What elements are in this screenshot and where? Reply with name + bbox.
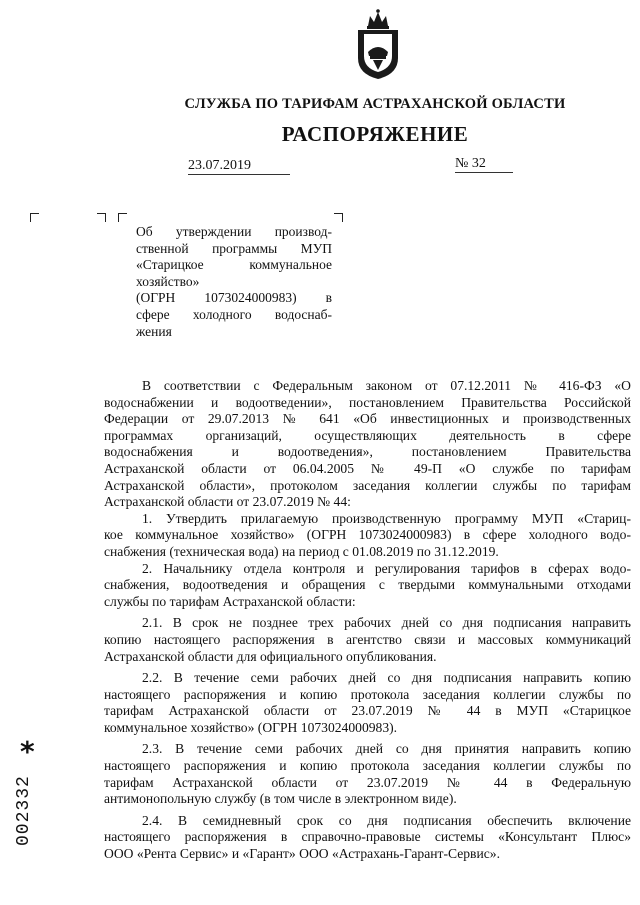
body-line: коммунальное хозяйство» (ОГРН 1073024000983). xyxy=(104,719,398,735)
body-line: кое коммунальное хозяйство» (ОГРН 1073024000983) в сфере холодного водо- xyxy=(104,527,631,543)
body-line: 2.1. В срок не позднее трех рабочих дней со дня подписания направить xyxy=(142,615,631,631)
body-line: Астраханской области для официального опубликования. xyxy=(104,648,437,664)
body-line: снабжения (техническая вода) на период с 01.08.2019 по 31.12.2019. xyxy=(104,543,499,559)
subject-line: ственной программы МУП xyxy=(136,240,332,256)
body-line: настоящего распоряжения и копию протокола заседания коллегии службы по xyxy=(104,686,631,702)
subject-line: (ОГРН 1073024000983) в xyxy=(136,290,332,306)
body-line: В соответствии с Федеральным законом от 07.12.2011 № 416-ФЗ «О xyxy=(142,378,631,393)
document-subject xyxy=(136,224,332,340)
body-line: Федерации от 29.07.2013 № 641 «Об инвестиционных и производственных xyxy=(104,411,631,427)
subject-line: сфере холодного водоснаб- xyxy=(136,306,332,322)
body-line: антимонопольную службу (в том числе в электронном виде). xyxy=(104,791,457,807)
body-line: 2. Начальнику отдела контроля и регулирования тарифов в сферах водо- xyxy=(142,560,631,576)
body-line: службы по тарифам Астраханской области: xyxy=(104,593,356,609)
body-line: водоснабжения и водоотведения», постановлением Правительства xyxy=(104,444,631,460)
organization-name: СЛУЖБА ПО ТАРИФАМ АСТРАХАНСКОЙ ОБЛАСТИ xyxy=(184,96,566,112)
subject-line: Об утверждении производ- xyxy=(136,224,332,239)
body-line: копию настоящего распоряжения в агентство связи и массовых коммуникаций xyxy=(104,631,631,647)
body-line: 1. Утвердить прилагаемую производственную программу МУП «Стариц- xyxy=(142,510,631,526)
stamp-asterisk: * xyxy=(20,735,35,768)
body-line: Астраханской области от 06.04.2005 № 49-П «О службе по тарифам xyxy=(104,460,631,476)
body-line: настоящего распоряжения в справочно-правовые системы «Консультант Плюс» xyxy=(104,829,631,845)
body-line: 2.2. В течение семи рабочих дней со дня подписания направить копию xyxy=(142,670,631,686)
body-line: ООО «Рента Сервис» и «Гарант» ООО «Астрахань-Гарант-Сервис». xyxy=(104,846,500,862)
body-line: настоящего распоряжения и копию протокола заседания коллегии службы по xyxy=(104,758,631,774)
document-type-title: РАСПОРЯЖЕНИЕ xyxy=(281,122,469,146)
document-body xyxy=(104,378,631,863)
number-underline xyxy=(455,172,513,173)
subject-line: жения xyxy=(136,323,172,339)
body-line: Астраханской области», протоколом заседания коллегии службы по тарифам xyxy=(104,477,631,493)
date-underline xyxy=(188,174,290,175)
body-line: водоснабжении и водоотведении», постановлением Правительства Российской xyxy=(104,394,631,410)
body-line: Астраханской области от 23.07.2019 № 44: xyxy=(104,494,351,510)
body-line: тарифам Астраханской области от 23.07.2019 № 44 в МУП «Старицкое xyxy=(104,703,631,719)
corner-mark xyxy=(334,213,343,222)
document-number: № 32 xyxy=(455,156,486,171)
body-line: тарифам Астраханской области от 23.07.2019 № 44 в Федеральную xyxy=(104,774,631,790)
body-line: программах организаций, осуществляющих деятельность в сфере xyxy=(104,427,631,443)
stamp-serial: 002332 xyxy=(14,775,34,846)
subject-line: «Старицкое коммунальное xyxy=(136,257,332,273)
body-line: 2.4. В семидневный срок со дня подписания обеспечить включение xyxy=(142,812,631,828)
body-line: снабжения, водоотведения и обращения с твердыми коммунальными отходами xyxy=(104,577,631,593)
corner-mark xyxy=(97,213,106,222)
corner-mark xyxy=(30,213,39,222)
document-date: 23.07.2019 xyxy=(188,158,251,173)
body-line: 2.3. В течение семи рабочих дней со дня принятия направить копию xyxy=(142,741,631,757)
subject-line: хозяйство» xyxy=(136,273,200,289)
coat-of-arms-icon xyxy=(354,8,402,80)
corner-mark xyxy=(118,213,127,222)
